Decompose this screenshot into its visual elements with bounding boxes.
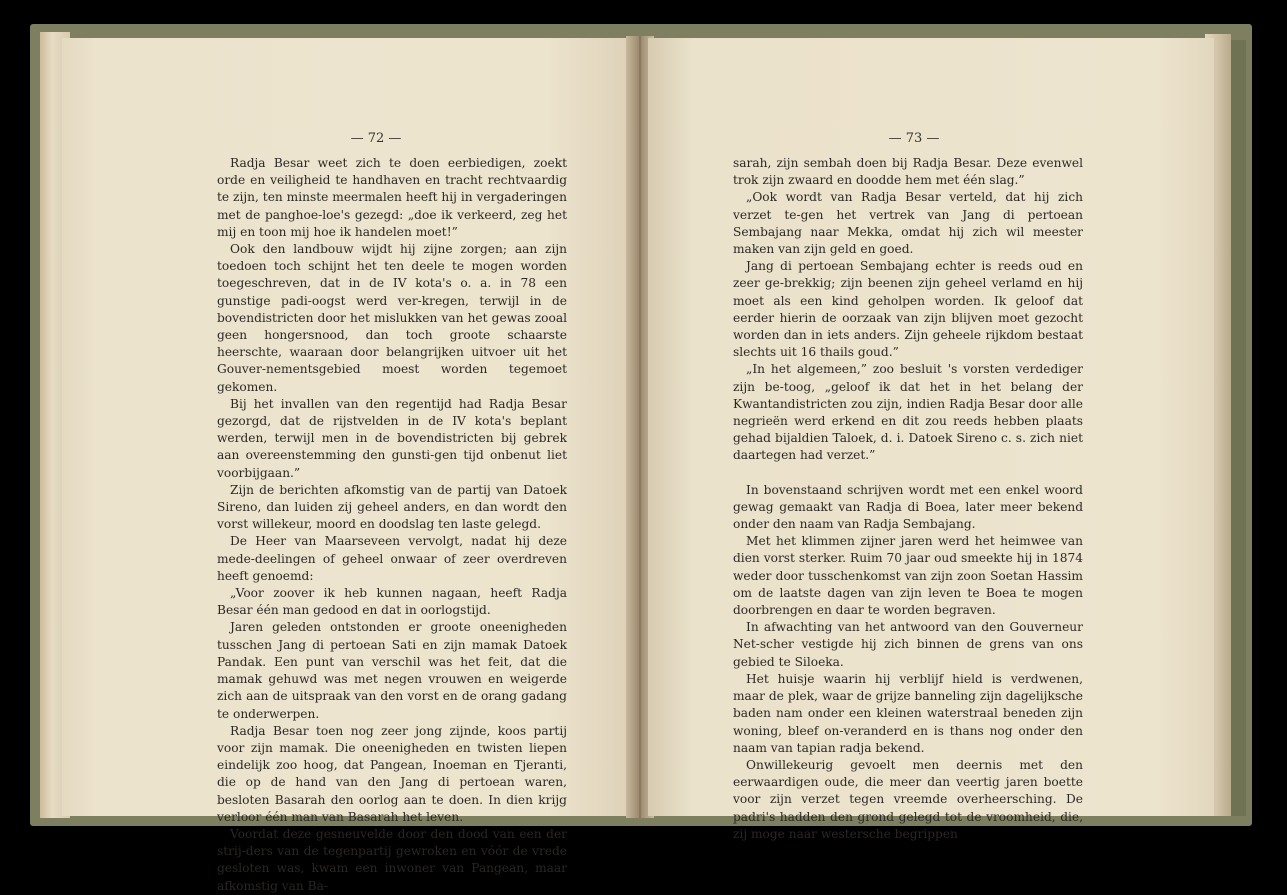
- page-number: — 72 —: [350, 131, 402, 146]
- paragraph: „In het algemeen,” zoo besluit 's vorsten verdediger zijn be-toog, „geloof ik dat het in het belang der Kwantandistricten zou zijn, indien Radja Besar door alle negrieën werd erkend en dit zou reeds hebben plaats gehad bijaldien Taloek, d. i. Datoek Sireno c. s. zich niet daartegen had verzet.”: [733, 362, 1083, 463]
- paragraph: Voordat deze gesneuvelde door den dood van een der strij-ders van de tegenpartij gewroken en vóór de vrede gesloten was, kwam een inwoner van Pangean, maar afkomstig van Ba-: [217, 826, 567, 893]
- paragraph: In afwachting van het antwoord van den Gouverneur Net-scher vestigde hij zich binnen de grens van ons gebied te Siloeka.: [733, 620, 1083, 669]
- paragraph: Jaren geleden ontstonden er groote oneenigheden tusschen Jang di pertoean Sati en zijn mamak Datoek Pandak. Een punt van verschil was het feit, dat die mamak gehuwd was met negen vrouwen en weigerde zich aan de uitspraak van den vorst en de orang gadang te onderwerpen.: [217, 620, 567, 721]
- paragraph: Radja Besar weet zich te doen eerbiedigen, zoekt orde en veiligheid te handhaven en tracht rechtvaardig te zijn, ten minste meermalen heeft hij in vergaderingen met de panghoe-loe's gezegd: „doe ik verkeerd, zeg het mij en toon mij hoe ik handelen moet!”: [217, 156, 567, 239]
- paragraph: sarah, zijn sembah doen bij Radja Besar. Deze evenwel trok zijn zwaard en doodde hem met één slag.”: [733, 156, 1083, 188]
- paragraph: De Heer van Maarseveen vervolgt, nadat hij deze mede-deelingen of geheel onwaar of zeer overdreven heeft genoemd:: [217, 534, 567, 583]
- page-body: [217, 155, 567, 895]
- page-number: — 73 —: [888, 131, 940, 146]
- paragraph: Jang di pertoean Sembajang echter is reeds oud en zeer ge-brekkig; zijn beenen zijn geheel verlamd en hij moet als een kind geholpen worden. Ik geloof dat eerder hierin de oorzaak van zijn blijven moet gezocht worden dan in iets anders. Zijn geheele rijkdom bestaat slechts uit 16 thails goud.”: [733, 259, 1083, 360]
- paragraph: Bij het invallen van den regentijd had Radja Besar gezorgd, dat de rijstvelden in de IV kota's beplant werden, terwijl men in de bovendistricten bij gebrek aan overeenstemming den gunsti-gen tijd onbenut liet voorbijgaan.”: [217, 396, 567, 480]
- left-page: [62, 38, 632, 893]
- paragraph: Ook den landbouw wijdt hij zijne zorgen; aan zijn toedoen toch schijnt het ten deele te mogen worden toegeschreven, dat in de IV kota's o. a. in 78 een gunstige padi-oogst werd ver-kregen, terwijl in de bovendistricten door het mislukken van het gewas zooal geen hongersnood, dan toch groote schaarste heerschte, waaraan door belangrijken uitvoer uit het Gouver-nementsgebied moest worden tegemoet gekomen.: [217, 242, 567, 394]
- paragraph: Radja Besar toen nog zeer jong zijnde, koos partij voor zijn mamak. Die oneenigheden en twisten liepen eindelijk zoo hoog, dat Pangean, Inoeman en Tjeranti, die op de hand van den Jang di pertoean waren, besloten Basarah den oorlog aan te doen. In dien krijg verloor één man van Basarah het leven.: [217, 723, 567, 824]
- right-page: [648, 38, 1214, 841]
- paragraph: Met het klimmen zijner jaren werd het heimwee van dien vorst sterker. Ruim 70 jaar oud smeekte hij in 1874 weder door tusschenkomst van zijn zoon Soetan Hassim om de laatste dagen van zijn leven te Boea te mogen doorbrengen en daar te worden begraven.: [733, 534, 1083, 618]
- paragraph: Zijn de berichten afkomstig van de partij van Datoek Sireno, dan luiden zij geheel anders, en dan wordt den vorst willekeur, moord en doodslag ten laste gelegd.: [217, 482, 567, 532]
- paragraph: In bovenstaand schrijven wordt met een enkel woord gewag gemaakt van Radja di Boea, later meer bekend onder den naam van Radja Sembajang.: [733, 482, 1083, 532]
- paragraph: Onwillekeurig gevoelt men deernis met den eerwaardigen oude, die meer dan veertig jaren boette voor zijn verzet tegen vreemde overheersching. De padri's hadden den grond gelegd tot de vroomheid, die, zij moge naar westersche begrippen: [733, 757, 1083, 841]
- paragraph: „Voor zoover ik heb kunnen nagaan, heeft Radja Besar één man gedood en dat in oorlogstijd.: [217, 586, 567, 618]
- paragraph: Het huisje waarin hij verblijf hield is verdwenen, maar de plek, waar de grijze banneling zijn dagelijksche baden nam onder een kleinen waterstraal beneden zijn woning, bleef on-veranderd en is thans nog onder den naam van tapian radja bekend.: [733, 671, 1083, 755]
- page-body: [733, 155, 1083, 843]
- paragraph: „Ook wordt van Radja Besar verteld, dat hij zich verzet te-gen het vertrek van Jang di pertoean Sembajang naar Mekka, omdat hij zich wil meester maken van zijn geld en goed.: [733, 190, 1083, 257]
